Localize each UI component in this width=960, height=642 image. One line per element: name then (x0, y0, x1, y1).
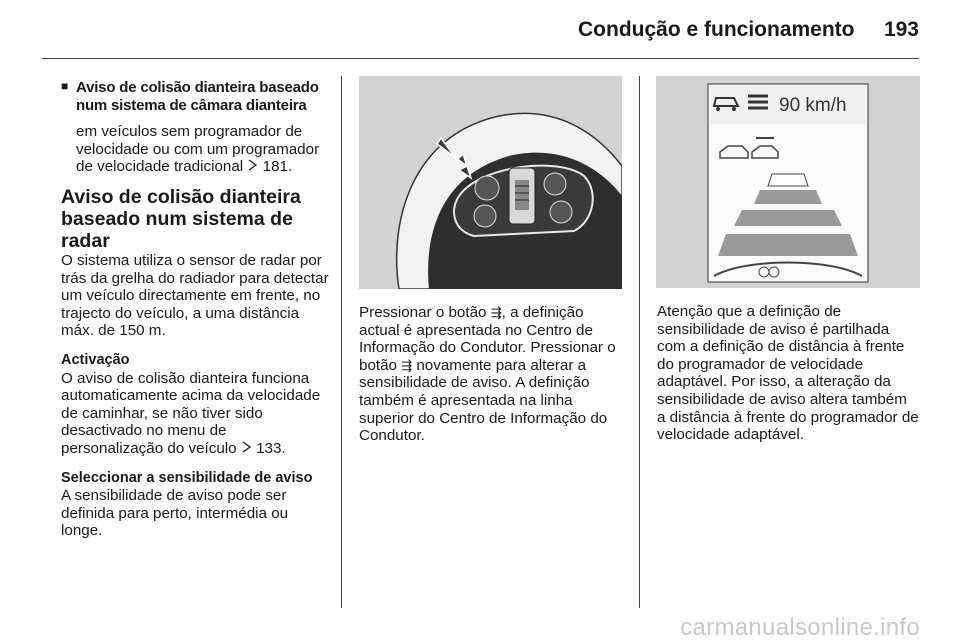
column-divider-2 (639, 76, 640, 608)
bullet-heading-text: Aviso de colisão dianteira baseado num sistema de câmara dianteira (76, 79, 319, 114)
activation-page-ref: 133. (256, 439, 286, 457)
bullet-text: em veículos sem programador de velocidade ou com um programador de velocidade tradicional (76, 123, 320, 176)
activation-text: O aviso de colisão dianteira funciona automaticamente acima da velocidade de caminhar, se não tiver sido desactivado no menu de personalização do veículo (61, 369, 321, 457)
section-title: Aviso de colisão dianteira baseado num sistema de radar (61, 185, 301, 252)
column-3 (657, 303, 919, 444)
watermark: carmanualsonline.info (680, 614, 920, 641)
steering-wheel-illustration (359, 76, 622, 289)
column-2-text-c: novamente para alterar a sensibilidade de aviso. A definição também é apresentada na linha superior do Centro de Informação do Condutor. (359, 356, 608, 445)
column-1 (61, 79, 329, 540)
column-2-text-a: Pressionar o botão (359, 304, 491, 321)
bullet-square-icon: ■ (61, 79, 69, 93)
column-2-paragraph (359, 304, 627, 445)
activation-paragraph (61, 370, 329, 458)
bullet-page-ref: 181. (262, 158, 293, 176)
following-distance-button-icon: ⇶ (401, 357, 413, 373)
sensitivity-heading: Seleccionar a sensibilidade de aviso (61, 469, 313, 486)
bullet-heading (61, 79, 329, 114)
column-3-paragraph: Atenção que a definição de sensibilidade de aviso é partilhada com a definição de distância à frente do programador de velocidade adaptável. Por isso, a alteração da sensibilidade de aviso altera também a distância à frente do programador de velocidade adaptável. (657, 303, 919, 444)
page-number: 193 (883, 18, 919, 41)
activation-heading: Activação (61, 351, 130, 368)
driver-information-display-illustration (656, 76, 920, 288)
column-divider-1 (341, 76, 342, 608)
section-paragraph: O sistema utiliza o sensor de radar por trás da grelha do radiador para detectar um veículo directamente em frente, no trajecto do veículo, a uma distância máx. de 150 m. (61, 251, 329, 340)
sensitivity-paragraph: A sensibilidade de aviso pode ser definida para perto, intermédia ou longe. (61, 487, 289, 540)
reference-arrow-icon (247, 158, 258, 176)
bullet-paragraph (61, 123, 329, 176)
column-2-text-b: , a definição actual é apresentada no Centro de Informação do Condutor. Pressionar o botão (359, 304, 616, 374)
display-speed: 90 km/h (779, 95, 847, 116)
column-2 (359, 304, 627, 445)
reference-arrow-icon (241, 440, 252, 458)
page-header-title: Condução e funcionamento (578, 18, 855, 41)
following-distance-button-icon: ⇶ (490, 305, 502, 320)
header-divider (42, 58, 919, 59)
